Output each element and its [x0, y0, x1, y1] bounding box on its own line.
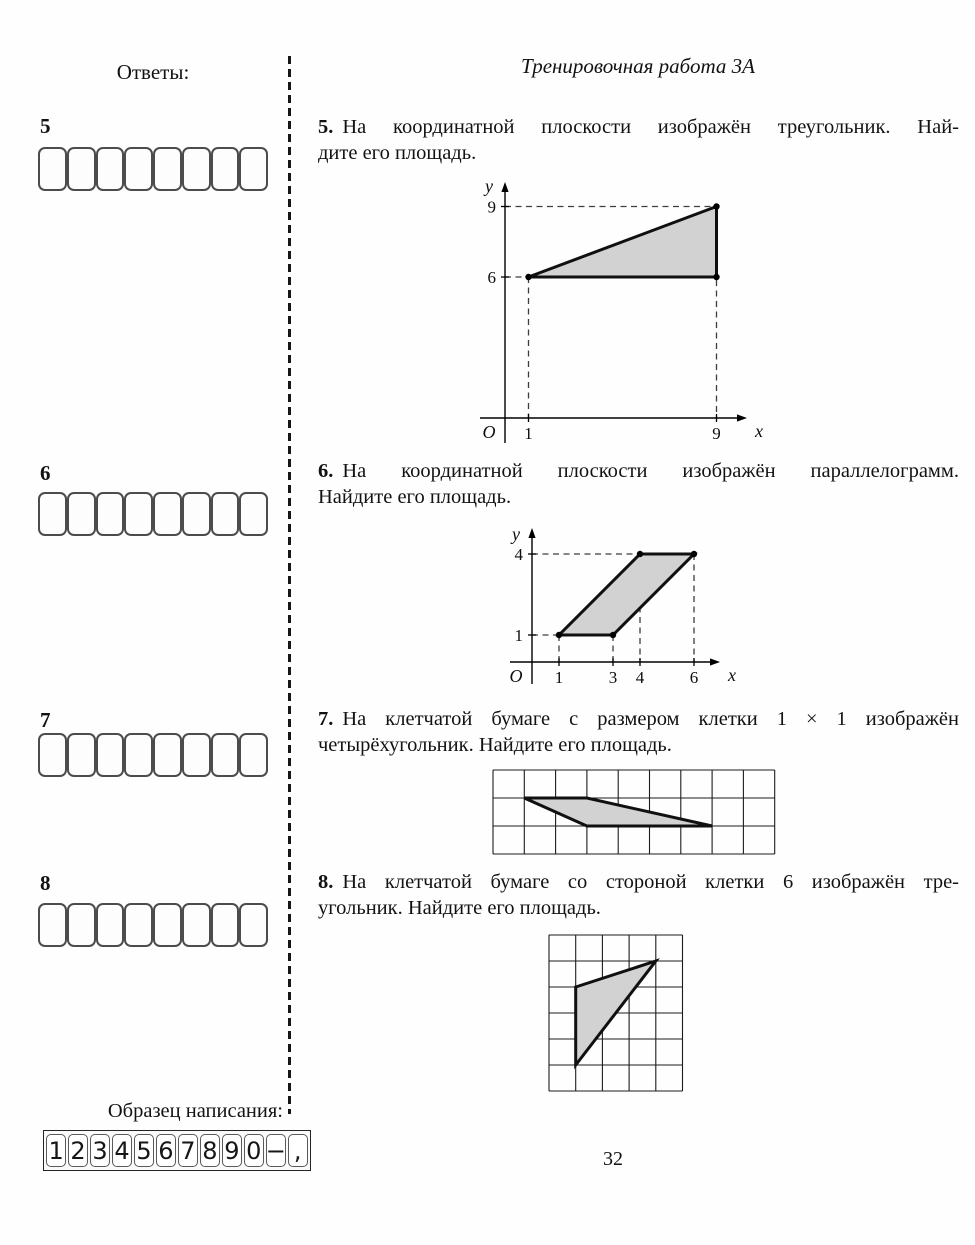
problem-7-text-2: четырёхугольник. Найдите его площадь.	[318, 734, 672, 756]
answer-cell	[211, 147, 240, 191]
problem-5-text-2: дите его площадь.	[318, 142, 477, 164]
vertex-dot	[637, 551, 643, 557]
answer-cell	[153, 147, 182, 191]
x-tick-label: 1	[524, 424, 533, 443]
answer-number-label-8: 8	[40, 871, 51, 895]
answer-cell	[153, 903, 182, 947]
problem-7-number: 7.	[318, 708, 334, 730]
vertex-dot	[713, 203, 719, 209]
y-axis-label: y	[512, 524, 520, 544]
sample-char-cell: 1	[46, 1134, 66, 1167]
answer-number-label-6: 6	[40, 461, 51, 485]
answer-cell	[124, 492, 153, 536]
sample-char-cell: −	[266, 1134, 286, 1167]
vertex-dot	[525, 274, 531, 280]
answer-cell	[124, 903, 153, 947]
answer-cell	[96, 733, 125, 777]
x-axis-label: x	[728, 665, 736, 685]
sample-char-cell: 6	[156, 1134, 176, 1167]
answer-row-5	[38, 147, 268, 191]
problem-7	[318, 706, 959, 758]
problem-6-text-1: На координатной плоскости изображён параллелограмм.	[342, 460, 959, 482]
problem-6	[318, 458, 959, 510]
answer-row-8	[38, 903, 268, 947]
sample-char-cell: 0	[244, 1134, 264, 1167]
origin-label: O	[509, 666, 523, 686]
answer-cell	[182, 492, 211, 536]
vertex-dot	[691, 551, 697, 557]
problem-6-text-2: Найдите его площадь.	[318, 486, 512, 508]
answer-cell	[239, 147, 268, 191]
sample-writing-label: Образец написания:	[107, 1100, 283, 1122]
answers-header: Ответы:	[116, 60, 190, 84]
sample-char-cell: 4	[112, 1134, 132, 1167]
figure-6-coordinate-plane	[470, 520, 772, 696]
answer-cell	[67, 492, 96, 536]
problem-7-line-1	[318, 706, 959, 732]
problem-6-number: 6.	[318, 460, 334, 482]
y-axis-arrow	[501, 182, 508, 192]
problem-5	[318, 114, 959, 166]
figure-shape	[529, 207, 717, 278]
answer-row-6	[38, 492, 268, 536]
answer-cell	[67, 733, 96, 777]
column-divider	[288, 56, 291, 1114]
answer-cell	[38, 492, 67, 536]
x-tick-label: 9	[712, 424, 721, 443]
sample-writing-box	[43, 1130, 311, 1171]
x-tick-label: 1	[554, 668, 564, 687]
sample-char-cell: 7	[178, 1134, 198, 1167]
answer-cell	[153, 492, 182, 536]
answer-cell	[124, 147, 153, 191]
y-axis-arrow	[528, 528, 535, 538]
problem-7-text-1: На клетчатой бумаге с размером клетки 1 × 1 изображён	[342, 708, 959, 730]
answer-number-label-5: 5	[40, 114, 51, 138]
x-tick-label: 4	[635, 668, 645, 687]
y-tick-label: 1	[514, 626, 523, 645]
problem-5-number: 5.	[318, 116, 334, 138]
x-axis-arrow	[737, 414, 747, 421]
x-tick-label: 3	[608, 668, 618, 687]
problem-8-text-1: На клетчатой бумаге со стороной клетки 6 изображён тре-	[342, 871, 959, 893]
answer-cell	[67, 147, 96, 191]
answer-cell	[239, 903, 268, 947]
origin-label: O	[482, 422, 496, 442]
fig7-svg	[492, 769, 776, 855]
sample-char-cell: ,	[288, 1134, 308, 1167]
vertex-dot	[713, 274, 719, 280]
y-tick-label: 4	[514, 545, 523, 564]
sample-char-cell: 8	[200, 1134, 220, 1167]
figure-5-coordinate-plane	[425, 172, 797, 458]
answer-cell	[239, 733, 268, 777]
answer-cell	[182, 147, 211, 191]
problem-5-text-1: На координатной плоскости изображён треугольник. Най-	[342, 116, 959, 138]
answer-cell	[96, 492, 125, 536]
problem-8-number: 8.	[318, 871, 334, 893]
sample-char-cell: 3	[90, 1134, 110, 1167]
y-tick-label: 6	[487, 268, 496, 287]
vertex-dot	[556, 632, 562, 638]
problem-8-text-2: угольник. Найдите его площадь.	[318, 897, 601, 919]
answer-number-label-7: 7	[40, 708, 51, 732]
answer-row-7	[38, 733, 268, 777]
answer-cell	[96, 147, 125, 191]
x-axis-arrow	[710, 658, 720, 665]
answer-cell	[96, 903, 125, 947]
sample-char-cell: 9	[222, 1134, 242, 1167]
answer-cell	[182, 733, 211, 777]
fig5-svg	[425, 172, 797, 458]
answer-cell	[211, 903, 240, 947]
figure-8-grid	[548, 934, 684, 1092]
answer-cell	[211, 492, 240, 536]
fig8-svg	[548, 934, 684, 1092]
vertex-dot	[610, 632, 616, 638]
fig6-svg	[470, 520, 772, 696]
answer-cell	[153, 733, 182, 777]
answer-cell	[239, 492, 268, 536]
answer-cell	[38, 733, 67, 777]
answer-cell	[182, 903, 211, 947]
problem-8	[318, 869, 959, 921]
sample-char-cell: 5	[134, 1134, 154, 1167]
figure-shape	[559, 554, 694, 635]
problem-6-line-1	[318, 458, 959, 484]
problem-5-line-1	[318, 114, 959, 140]
worksheet-title: Тренировочная работа 3А	[521, 54, 755, 78]
sample-char-cell: 2	[68, 1134, 88, 1167]
x-tick-label: 6	[689, 668, 699, 687]
answer-cell	[38, 147, 67, 191]
answer-cell	[67, 903, 96, 947]
x-axis-label: x	[755, 421, 763, 441]
answer-cell	[38, 903, 67, 947]
answer-cell	[211, 733, 240, 777]
page-number: 32	[603, 1148, 623, 1170]
y-tick-label: 9	[487, 197, 496, 217]
y-axis-label: y	[485, 176, 493, 196]
problem-8-line-1	[318, 869, 959, 895]
figure-7-grid	[492, 769, 776, 855]
answer-cell	[124, 733, 153, 777]
